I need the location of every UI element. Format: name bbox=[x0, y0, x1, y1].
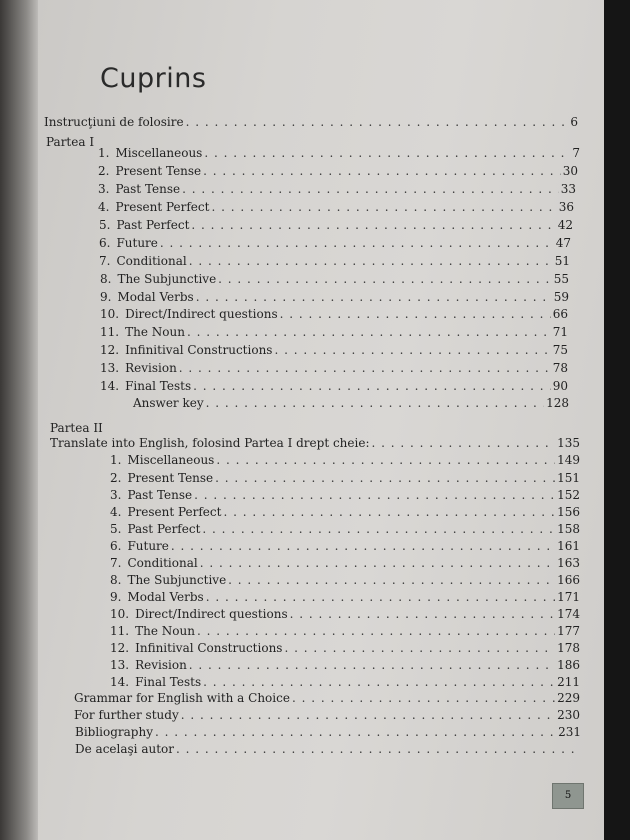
toc-label: The Subjunctive bbox=[117, 272, 217, 286]
toc-row-intro bbox=[44, 114, 578, 130]
toc-page: 163 bbox=[557, 556, 580, 570]
leader-dots bbox=[290, 606, 555, 622]
toc-page: 30 bbox=[562, 164, 578, 178]
toc-row bbox=[98, 145, 580, 161]
leader-dots bbox=[204, 145, 570, 161]
leader-dots bbox=[215, 470, 555, 486]
toc-row bbox=[98, 163, 578, 179]
toc-page: 186 bbox=[557, 658, 580, 672]
toc-row bbox=[100, 306, 568, 322]
toc-num: 14. bbox=[110, 675, 130, 689]
toc-label: Present Perfect bbox=[115, 200, 210, 214]
toc-row bbox=[74, 690, 580, 706]
toc-num: 4. bbox=[110, 505, 122, 519]
leader-dots bbox=[182, 181, 559, 197]
leader-dots bbox=[189, 657, 555, 673]
toc-label: Miscellaneous bbox=[127, 453, 215, 467]
toc-row bbox=[100, 360, 568, 376]
toc-num: 8. bbox=[100, 272, 112, 286]
toc-row bbox=[75, 741, 581, 757]
toc-num: 13. bbox=[100, 361, 120, 375]
leader-dots bbox=[218, 271, 552, 287]
toc-page: 71 bbox=[552, 325, 568, 339]
toc-label: Instrucţiuni de folosire bbox=[44, 115, 184, 129]
toc-row bbox=[110, 640, 580, 656]
toc-num: 5. bbox=[99, 218, 111, 232]
toc-page: 51 bbox=[554, 254, 570, 268]
toc-label: Future bbox=[116, 236, 158, 250]
toc-label: Conditional bbox=[127, 556, 198, 570]
toc-label: Present Tense bbox=[127, 471, 214, 485]
toc-num: 7. bbox=[110, 556, 122, 570]
toc-row bbox=[99, 235, 571, 251]
toc-label: Revision bbox=[125, 361, 177, 375]
toc-num: 6. bbox=[99, 236, 111, 250]
toc-label: The Noun bbox=[125, 325, 185, 339]
toc-page: 152 bbox=[557, 488, 580, 502]
toc-num: 11. bbox=[110, 624, 130, 638]
toc-num: 1. bbox=[110, 453, 122, 467]
leader-dots bbox=[187, 324, 551, 340]
toc-num: 8. bbox=[110, 573, 122, 587]
leader-dots bbox=[171, 538, 555, 554]
toc-row bbox=[98, 199, 574, 215]
toc-row bbox=[100, 342, 568, 358]
leader-dots bbox=[186, 114, 569, 130]
toc-label: Infinitival Constructions bbox=[135, 641, 283, 655]
toc-num: 9. bbox=[100, 290, 112, 304]
book-page bbox=[38, 0, 604, 840]
leader-dots bbox=[274, 342, 550, 358]
toc-row bbox=[110, 657, 580, 673]
leader-dots bbox=[179, 360, 551, 376]
toc-num: 3. bbox=[98, 182, 110, 196]
toc-page: 59 bbox=[553, 290, 569, 304]
leader-dots bbox=[203, 674, 555, 690]
toc-num: 9. bbox=[110, 590, 122, 604]
toc-page: 47 bbox=[555, 236, 571, 250]
toc-row bbox=[110, 589, 580, 605]
leader-dots bbox=[194, 487, 555, 503]
leader-dots bbox=[228, 572, 555, 588]
toc-label: Answer key bbox=[133, 396, 204, 410]
toc-page: 55 bbox=[553, 272, 569, 286]
toc-row bbox=[110, 452, 580, 468]
leader-dots bbox=[181, 707, 555, 723]
leader-dots bbox=[202, 521, 555, 537]
leader-dots bbox=[191, 217, 555, 233]
leader-dots bbox=[211, 199, 556, 215]
toc-page: 166 bbox=[557, 573, 580, 587]
toc-label: Translate into English, folosind Partea I drept cheie: bbox=[50, 436, 370, 450]
toc-row bbox=[110, 606, 580, 622]
toc-page: 42 bbox=[557, 218, 573, 232]
toc-num: 3. bbox=[110, 488, 122, 502]
toc-num: 1. bbox=[98, 146, 110, 160]
toc-num: 2. bbox=[110, 471, 122, 485]
toc-label: Modal Verbs bbox=[127, 590, 204, 604]
page-title: Cuprins bbox=[100, 63, 207, 94]
toc-row bbox=[110, 487, 580, 503]
toc-page: 158 bbox=[557, 522, 580, 536]
leader-dots bbox=[206, 395, 544, 411]
toc-num: 12. bbox=[100, 343, 120, 357]
toc-num: 4. bbox=[98, 200, 110, 214]
toc-label: Grammar for English with a Choice bbox=[74, 691, 290, 705]
toc-row bbox=[99, 217, 573, 233]
leader-dots bbox=[176, 741, 579, 757]
toc-label: De acelaşi autor bbox=[75, 742, 174, 756]
leader-dots bbox=[189, 253, 553, 269]
toc-row bbox=[100, 289, 569, 305]
toc-row bbox=[74, 707, 580, 723]
toc-page: 161 bbox=[557, 539, 580, 553]
toc-num: 5. bbox=[110, 522, 122, 536]
toc-label: The Noun bbox=[135, 624, 195, 638]
toc-row bbox=[110, 623, 580, 639]
toc-page: 33 bbox=[560, 182, 576, 196]
toc-num: 11. bbox=[100, 325, 120, 339]
toc-page: 128 bbox=[546, 396, 569, 410]
toc-num: 2. bbox=[98, 164, 110, 178]
toc-page: 231 bbox=[558, 725, 581, 739]
leader-dots bbox=[203, 163, 561, 179]
toc-label: Past Tense bbox=[115, 182, 181, 196]
page-number-badge: 5 bbox=[552, 783, 584, 809]
toc-label: The Subjunctive bbox=[127, 573, 227, 587]
leader-dots bbox=[196, 289, 552, 305]
toc-num: 13. bbox=[110, 658, 130, 672]
toc-row bbox=[110, 521, 580, 537]
toc-page: 171 bbox=[557, 590, 580, 604]
toc-num: 7. bbox=[99, 254, 111, 268]
toc-row bbox=[110, 504, 580, 520]
toc-label: Modal Verbs bbox=[117, 290, 194, 304]
toc-num: 12. bbox=[110, 641, 130, 655]
toc-page: 156 bbox=[557, 505, 580, 519]
toc-label: Past Perfect bbox=[116, 218, 190, 232]
toc-num: 10. bbox=[110, 607, 130, 621]
leader-dots bbox=[216, 452, 555, 468]
toc-row bbox=[110, 555, 580, 571]
toc-page: 66 bbox=[552, 307, 568, 321]
part1-heading: Partea I bbox=[46, 135, 95, 149]
leader-dots bbox=[160, 235, 554, 251]
toc-label: Direct/Indirect questions bbox=[125, 307, 278, 321]
toc-label: Infinitival Constructions bbox=[125, 343, 273, 357]
toc-row bbox=[100, 271, 569, 287]
toc-page: 135 bbox=[557, 436, 580, 450]
toc-label: For further study bbox=[74, 708, 179, 722]
toc-page: 75 bbox=[552, 343, 568, 357]
toc-row-answer-key bbox=[133, 395, 569, 411]
toc-page: 178 bbox=[557, 641, 580, 655]
toc-label: Past Tense bbox=[127, 488, 193, 502]
toc-row bbox=[98, 181, 576, 197]
toc-page: 6 bbox=[570, 115, 578, 129]
toc-num: 6. bbox=[110, 539, 122, 553]
leader-dots bbox=[200, 555, 555, 571]
toc-row bbox=[99, 253, 570, 269]
toc-page: 174 bbox=[557, 607, 580, 621]
toc-row bbox=[100, 378, 568, 394]
toc-page: 151 bbox=[557, 471, 580, 485]
toc-page: 177 bbox=[557, 624, 580, 638]
toc-label: Revision bbox=[135, 658, 187, 672]
leader-dots bbox=[284, 640, 555, 656]
toc-num: 14. bbox=[100, 379, 120, 393]
leader-dots bbox=[223, 504, 555, 520]
toc-page: 229 bbox=[557, 691, 580, 705]
toc-page: 211 bbox=[557, 675, 580, 689]
page-gutter-shadow bbox=[0, 0, 38, 840]
part2-heading: Partea II bbox=[50, 421, 103, 435]
leader-dots bbox=[206, 589, 555, 605]
toc-row-translate bbox=[50, 435, 580, 451]
toc-row bbox=[110, 538, 580, 554]
toc-page: 149 bbox=[557, 453, 580, 467]
toc-page: 7 bbox=[572, 146, 580, 160]
leader-dots bbox=[280, 306, 551, 322]
toc-row bbox=[100, 324, 568, 340]
toc-label: Final Tests bbox=[125, 379, 192, 393]
leader-dots bbox=[197, 623, 555, 639]
toc-label: Bibliography bbox=[75, 725, 153, 739]
toc-row bbox=[110, 470, 580, 486]
toc-label: Past Perfect bbox=[127, 522, 201, 536]
toc-label: Final Tests bbox=[135, 675, 202, 689]
leader-dots bbox=[292, 690, 555, 706]
leader-dots bbox=[155, 724, 556, 740]
toc-label: Conditional bbox=[116, 254, 187, 268]
leader-dots bbox=[372, 435, 556, 451]
toc-num: 10. bbox=[100, 307, 120, 321]
toc-label: Future bbox=[127, 539, 169, 553]
toc-row bbox=[110, 572, 580, 588]
toc-page: 78 bbox=[552, 361, 568, 375]
toc-page: 36 bbox=[558, 200, 574, 214]
toc-label: Present Perfect bbox=[127, 505, 222, 519]
toc-label: Miscellaneous bbox=[115, 146, 203, 160]
toc-label: Direct/Indirect questions bbox=[135, 607, 288, 621]
toc-label: Present Tense bbox=[115, 164, 202, 178]
toc-row bbox=[110, 674, 580, 690]
leader-dots bbox=[193, 378, 551, 394]
toc-page: 90 bbox=[552, 379, 568, 393]
toc-row bbox=[75, 724, 581, 740]
background-edge bbox=[604, 0, 630, 840]
toc-page: 230 bbox=[557, 708, 580, 722]
